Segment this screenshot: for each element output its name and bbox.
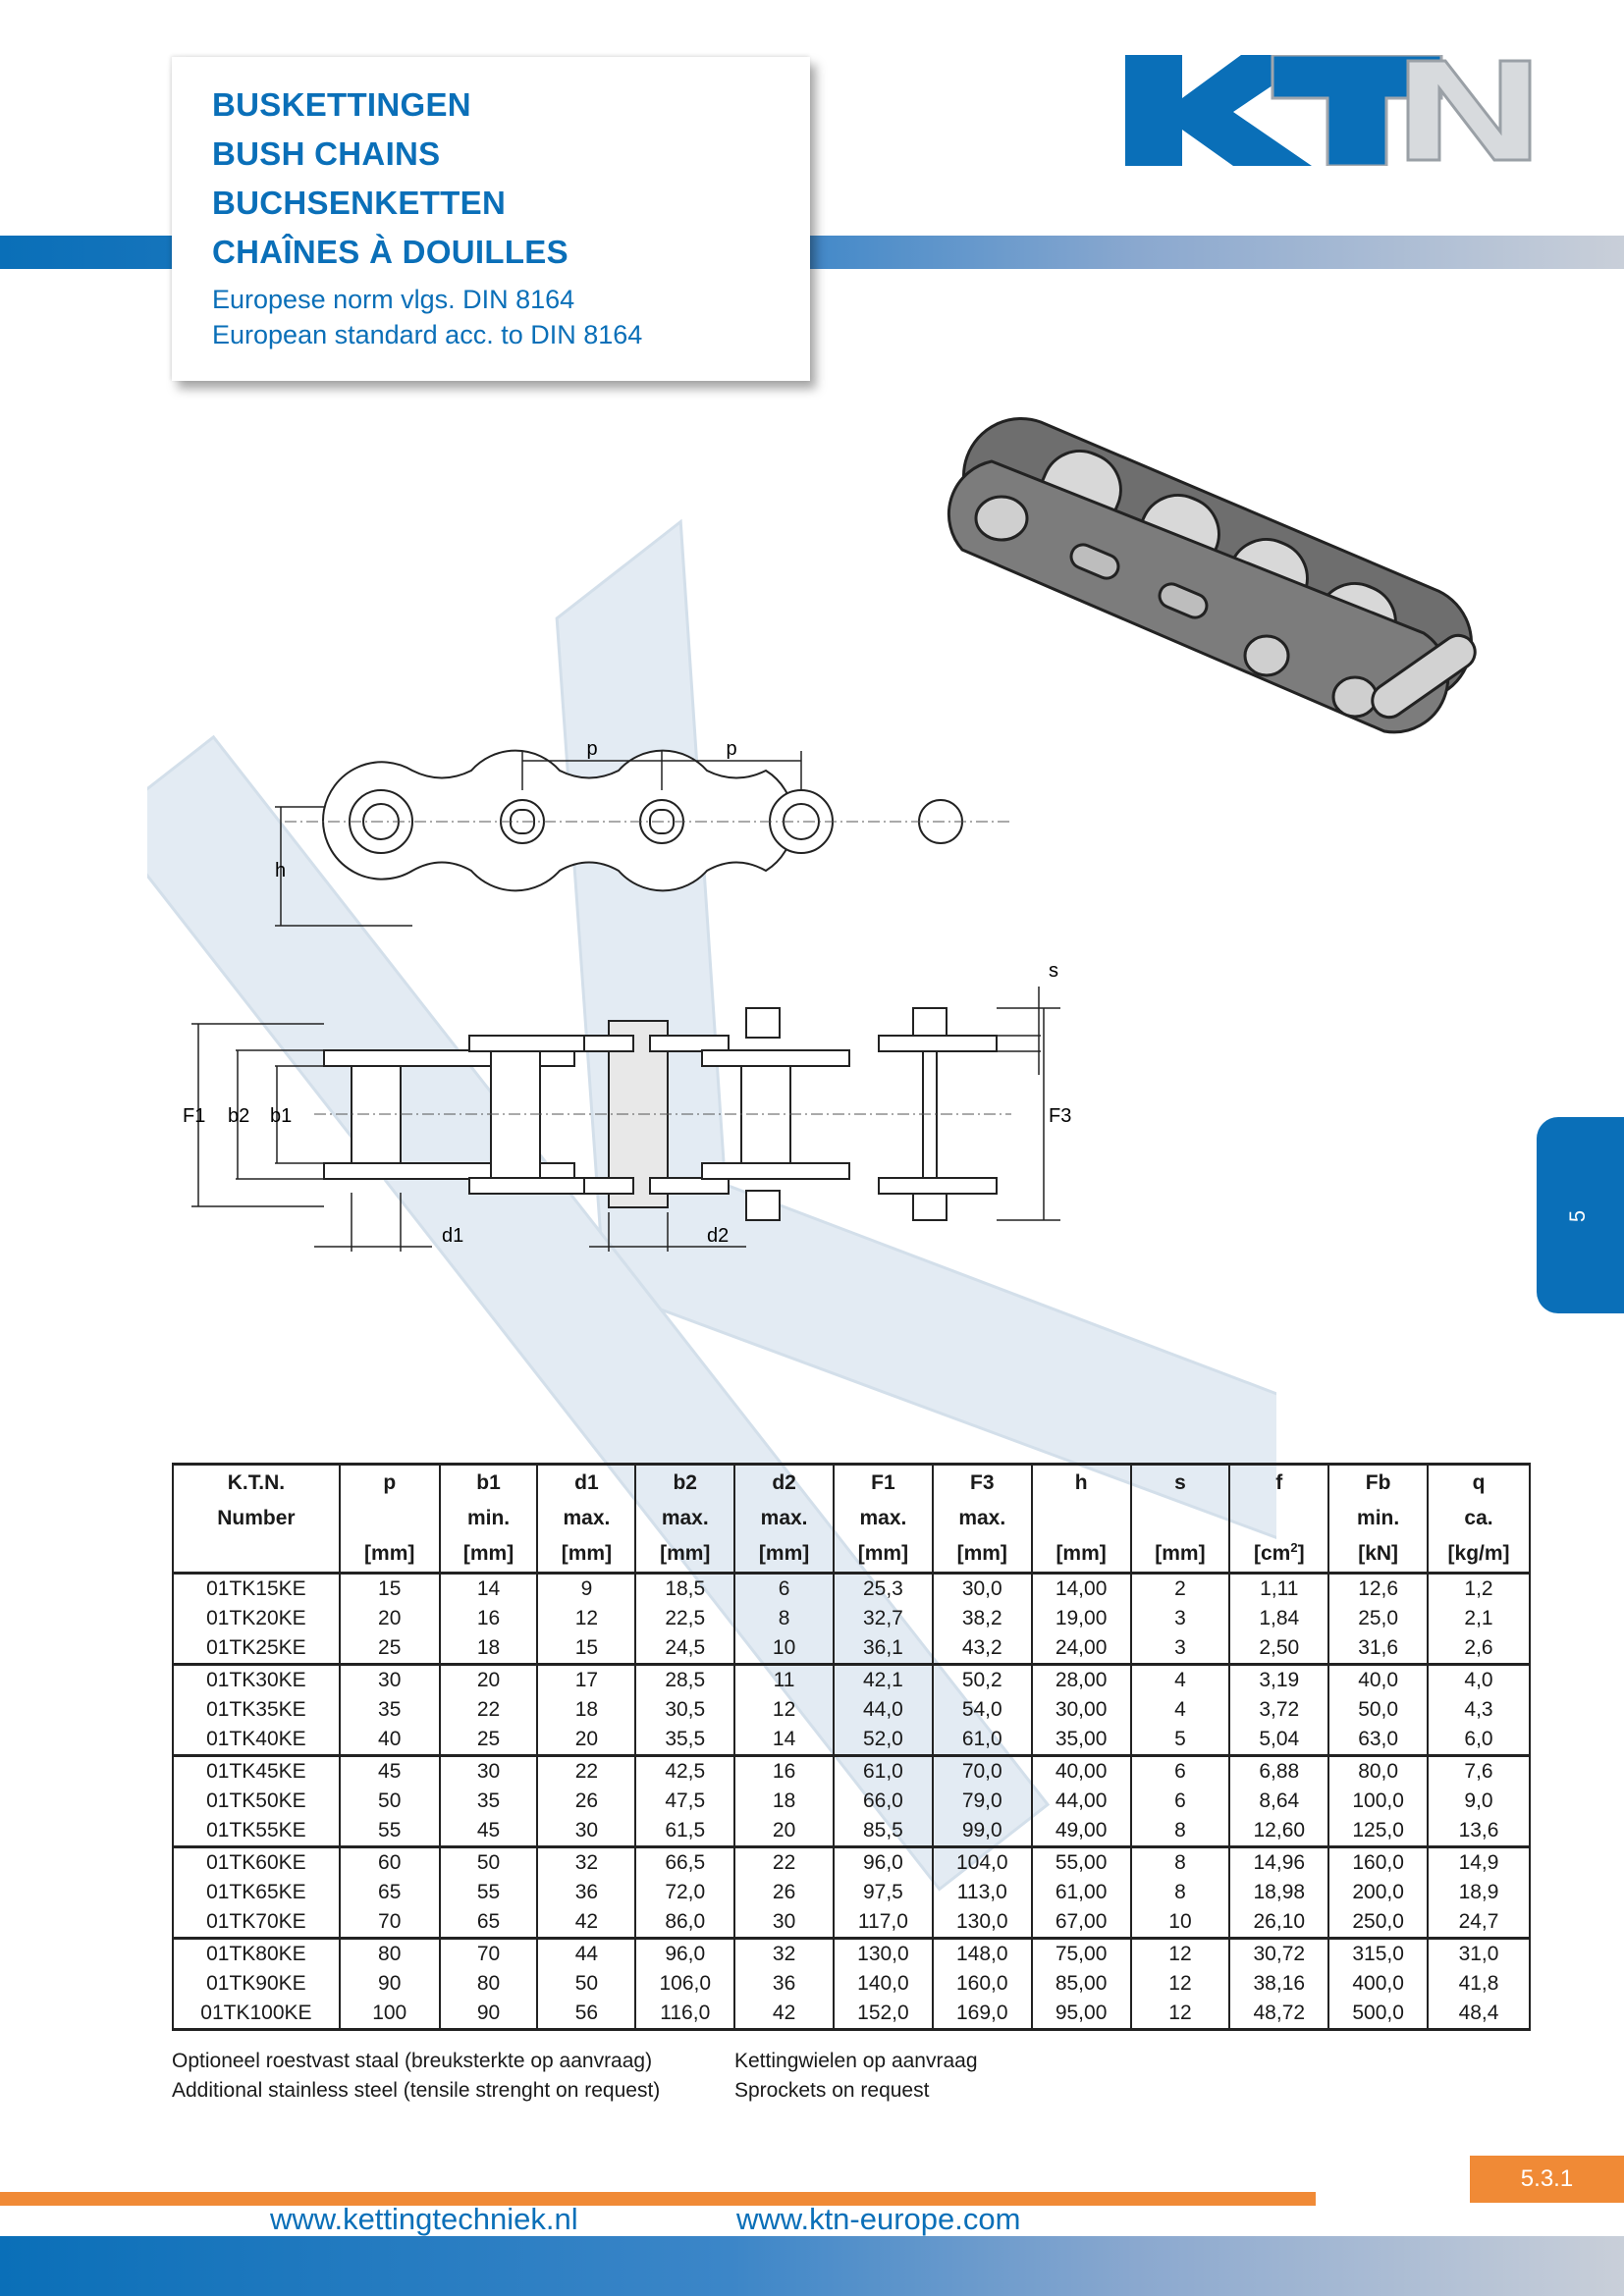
footer-blue-band bbox=[0, 2236, 1624, 2296]
header-cell bbox=[1032, 1501, 1131, 1536]
value-cell: 24,00 bbox=[1032, 1633, 1131, 1665]
value-cell: 56 bbox=[537, 1999, 635, 2030]
table-row bbox=[173, 1756, 1530, 1788]
value-cell: 80 bbox=[440, 1969, 538, 1999]
value-cell: 40,0 bbox=[1328, 1665, 1428, 1696]
value-cell: 30,5 bbox=[635, 1695, 734, 1725]
value-cell: 22,5 bbox=[635, 1604, 734, 1633]
value-cell: 32 bbox=[537, 1847, 635, 1879]
value-cell: 26 bbox=[734, 1878, 834, 1907]
value-cell: 48,4 bbox=[1428, 1999, 1530, 2030]
table-row bbox=[173, 1725, 1530, 1756]
value-cell: 66,5 bbox=[635, 1847, 734, 1879]
label-d2: d2 bbox=[707, 1225, 730, 1247]
value-cell: 14 bbox=[440, 1574, 538, 1605]
value-cell: 42 bbox=[537, 1907, 635, 1939]
value-cell: 32,7 bbox=[834, 1604, 933, 1633]
value-cell: 14,9 bbox=[1428, 1847, 1530, 1879]
value-cell: 6 bbox=[1131, 1787, 1230, 1816]
part-number-cell: 01TK20KE bbox=[173, 1604, 340, 1633]
chapter-tab-label: 5 bbox=[1565, 1209, 1590, 1223]
ktn-logo bbox=[1125, 55, 1536, 166]
value-cell: 96,0 bbox=[834, 1847, 933, 1879]
value-cell: 9,0 bbox=[1428, 1787, 1530, 1816]
label-d1: d1 bbox=[442, 1225, 464, 1247]
title-english: BUSH CHAINS bbox=[212, 135, 441, 172]
value-cell: 22 bbox=[734, 1847, 834, 1879]
part-number-cell: 01TK35KE bbox=[173, 1695, 340, 1725]
header-cell: [mm] bbox=[1032, 1536, 1131, 1574]
value-cell: 43,2 bbox=[933, 1633, 1032, 1665]
part-number-cell: 01TK55KE bbox=[173, 1816, 340, 1847]
value-cell: 50,0 bbox=[1328, 1695, 1428, 1725]
footer-orange-bar bbox=[0, 2192, 1316, 2206]
value-cell: 8 bbox=[1131, 1847, 1230, 1879]
value-cell: 85,00 bbox=[1032, 1969, 1131, 1999]
part-number-cell: 01TK90KE bbox=[173, 1969, 340, 1999]
standard-dutch: Europese norm vlgs. DIN 8164 bbox=[212, 285, 575, 314]
value-cell: 95,00 bbox=[1032, 1999, 1131, 2030]
header-cell: max. bbox=[635, 1501, 734, 1536]
part-number-cell: 01TK70KE bbox=[173, 1907, 340, 1939]
value-cell: 86,0 bbox=[635, 1907, 734, 1939]
label-F1: F1 bbox=[183, 1105, 206, 1127]
value-cell: 8 bbox=[734, 1604, 834, 1633]
value-cell: 100,0 bbox=[1328, 1787, 1428, 1816]
value-cell: 5,04 bbox=[1229, 1725, 1328, 1756]
value-cell: 28,5 bbox=[635, 1665, 734, 1696]
value-cell: 36 bbox=[734, 1969, 834, 1999]
value-cell: 2,50 bbox=[1229, 1633, 1328, 1665]
table-row bbox=[173, 1969, 1530, 1999]
value-cell: 61,0 bbox=[933, 1725, 1032, 1756]
table-row bbox=[173, 1604, 1530, 1633]
value-cell: 90 bbox=[340, 1969, 440, 1999]
value-cell: 10 bbox=[1131, 1907, 1230, 1939]
value-cell: 41,8 bbox=[1428, 1969, 1530, 1999]
value-cell: 200,0 bbox=[1328, 1878, 1428, 1907]
table-row bbox=[173, 1633, 1530, 1665]
header-cell: [mm] bbox=[340, 1536, 440, 1574]
standard-english: European standard acc. to DIN 8164 bbox=[212, 320, 643, 349]
header-row bbox=[173, 1536, 1530, 1574]
value-cell: 500,0 bbox=[1328, 1999, 1428, 2030]
header-cell: max. bbox=[933, 1501, 1032, 1536]
value-cell: 14,96 bbox=[1229, 1847, 1328, 1879]
label-F3: F3 bbox=[1049, 1105, 1072, 1127]
value-cell: 67,00 bbox=[1032, 1907, 1131, 1939]
label-b2: b2 bbox=[228, 1105, 250, 1127]
value-cell: 15 bbox=[537, 1633, 635, 1665]
header-row bbox=[173, 1465, 1530, 1502]
header-cell: q bbox=[1428, 1465, 1530, 1502]
table-row bbox=[173, 1999, 1530, 2030]
value-cell: 63,0 bbox=[1328, 1725, 1428, 1756]
value-cell: 35,00 bbox=[1032, 1725, 1131, 1756]
value-cell: 30,00 bbox=[1032, 1695, 1131, 1725]
value-cell: 20 bbox=[734, 1816, 834, 1847]
value-cell: 12 bbox=[1131, 1969, 1230, 1999]
value-cell: 50 bbox=[340, 1787, 440, 1816]
value-cell: 61,5 bbox=[635, 1816, 734, 1847]
value-cell: 12 bbox=[1131, 1999, 1230, 2030]
part-number-cell: 01TK45KE bbox=[173, 1756, 340, 1788]
value-cell: 47,5 bbox=[635, 1787, 734, 1816]
value-cell: 4,0 bbox=[1428, 1665, 1530, 1696]
value-cell: 100 bbox=[340, 1999, 440, 2030]
value-cell: 1,2 bbox=[1428, 1574, 1530, 1605]
header-cell: K.T.N. bbox=[173, 1465, 340, 1502]
header-cell bbox=[173, 1536, 340, 1574]
value-cell: 60 bbox=[340, 1847, 440, 1879]
table-row bbox=[173, 1939, 1530, 1970]
value-cell: 54,0 bbox=[933, 1695, 1032, 1725]
value-cell: 250,0 bbox=[1328, 1907, 1428, 1939]
header-cell: b1 bbox=[440, 1465, 538, 1502]
value-cell: 44 bbox=[537, 1939, 635, 1970]
value-cell: 18 bbox=[734, 1787, 834, 1816]
value-cell: 20 bbox=[340, 1604, 440, 1633]
chain-top-view-drawing bbox=[177, 957, 1119, 1271]
header-cell: p bbox=[340, 1465, 440, 1502]
value-cell: 140,0 bbox=[834, 1969, 933, 1999]
value-cell: 26,10 bbox=[1229, 1907, 1328, 1939]
header-cell: max. bbox=[537, 1501, 635, 1536]
value-cell: 36 bbox=[537, 1878, 635, 1907]
value-cell: 20 bbox=[537, 1725, 635, 1756]
part-number-cell: 01TK65KE bbox=[173, 1878, 340, 1907]
value-cell: 96,0 bbox=[635, 1939, 734, 1970]
link-kettingtechniek[interactable]: www.kettingtechniek.nl bbox=[270, 2202, 578, 2236]
value-cell: 65 bbox=[440, 1907, 538, 1939]
value-cell: 117,0 bbox=[834, 1907, 933, 1939]
header-cell: [mm] bbox=[933, 1536, 1032, 1574]
value-cell: 79,0 bbox=[933, 1787, 1032, 1816]
value-cell: 50 bbox=[537, 1969, 635, 1999]
header-cell: [mm] bbox=[635, 1536, 734, 1574]
value-cell: 106,0 bbox=[635, 1969, 734, 1999]
value-cell: 30,72 bbox=[1229, 1939, 1328, 1970]
value-cell: 104,0 bbox=[933, 1847, 1032, 1879]
note-stainless-english: Additional stainless steel (tensile strenght on request) bbox=[172, 2079, 661, 2102]
value-cell: 28,00 bbox=[1032, 1665, 1131, 1696]
value-cell: 25,0 bbox=[1328, 1604, 1428, 1633]
value-cell: 2 bbox=[1131, 1574, 1230, 1605]
value-cell: 17 bbox=[537, 1665, 635, 1696]
value-cell: 72,0 bbox=[635, 1878, 734, 1907]
part-number-cell: 01TK60KE bbox=[173, 1847, 340, 1879]
value-cell: 160,0 bbox=[933, 1969, 1032, 1999]
header-cell bbox=[1229, 1501, 1328, 1536]
header-cell: [mm] bbox=[1131, 1536, 1230, 1574]
value-cell: 97,5 bbox=[834, 1878, 933, 1907]
chain-side-view-drawing bbox=[265, 731, 1031, 942]
value-cell: 16 bbox=[734, 1756, 834, 1788]
value-cell: 35,5 bbox=[635, 1725, 734, 1756]
value-cell: 80,0 bbox=[1328, 1756, 1428, 1788]
header-cell: ca. bbox=[1428, 1501, 1530, 1536]
value-cell: 6 bbox=[1131, 1756, 1230, 1788]
note-sprockets-dutch: Kettingwielen op aanvraag bbox=[734, 2050, 978, 2072]
table-row bbox=[173, 1878, 1530, 1907]
part-number-cell: 01TK100KE bbox=[173, 1999, 340, 2030]
header-cell: Number bbox=[173, 1501, 340, 1536]
value-cell: 25,3 bbox=[834, 1574, 933, 1605]
value-cell: 14 bbox=[734, 1725, 834, 1756]
value-cell: 3,72 bbox=[1229, 1695, 1328, 1725]
value-cell: 31,6 bbox=[1328, 1633, 1428, 1665]
value-cell: 50 bbox=[440, 1847, 538, 1879]
value-cell: 61,00 bbox=[1032, 1878, 1131, 1907]
value-cell: 11 bbox=[734, 1665, 834, 1696]
value-cell: 8 bbox=[1131, 1816, 1230, 1847]
value-cell: 35 bbox=[340, 1695, 440, 1725]
value-cell: 52,0 bbox=[834, 1725, 933, 1756]
value-cell: 3 bbox=[1131, 1633, 1230, 1665]
value-cell: 152,0 bbox=[834, 1999, 933, 2030]
value-cell: 12 bbox=[537, 1604, 635, 1633]
header-cell: h bbox=[1032, 1465, 1131, 1502]
value-cell: 30 bbox=[734, 1907, 834, 1939]
header-cell bbox=[340, 1501, 440, 1536]
header-cell: [mm] bbox=[440, 1536, 538, 1574]
value-cell: 55,00 bbox=[1032, 1847, 1131, 1879]
value-cell: 1,84 bbox=[1229, 1604, 1328, 1633]
part-number-cell: 01TK40KE bbox=[173, 1725, 340, 1756]
header-cell: max. bbox=[734, 1501, 834, 1536]
header-cell: [mm] bbox=[734, 1536, 834, 1574]
table-header bbox=[173, 1465, 1530, 1574]
value-cell: 75,00 bbox=[1032, 1939, 1131, 1970]
value-cell: 35 bbox=[440, 1787, 538, 1816]
value-cell: 30 bbox=[440, 1756, 538, 1788]
header-cell: min. bbox=[1328, 1501, 1428, 1536]
value-cell: 14,00 bbox=[1032, 1574, 1131, 1605]
value-cell: 113,0 bbox=[933, 1878, 1032, 1907]
value-cell: 9 bbox=[537, 1574, 635, 1605]
value-cell: 66,0 bbox=[834, 1787, 933, 1816]
header-cell: max. bbox=[834, 1501, 933, 1536]
value-cell: 5 bbox=[1131, 1725, 1230, 1756]
value-cell: 400,0 bbox=[1328, 1969, 1428, 1999]
value-cell: 10 bbox=[734, 1633, 834, 1665]
header-row bbox=[173, 1501, 1530, 1536]
link-ktn-europe[interactable]: www.ktn-europe.com bbox=[736, 2202, 1021, 2236]
value-cell: 20 bbox=[440, 1665, 538, 1696]
chapter-tab[interactable] bbox=[1537, 1117, 1624, 1313]
title-dutch: BUSKETTINGEN bbox=[212, 86, 471, 123]
value-cell: 24,7 bbox=[1428, 1907, 1530, 1939]
unit-superscript: 2 bbox=[1290, 1540, 1298, 1555]
value-cell: 6 bbox=[734, 1574, 834, 1605]
value-cell: 19,00 bbox=[1032, 1604, 1131, 1633]
part-number-cell: 01TK50KE bbox=[173, 1787, 340, 1816]
part-number-cell: 01TK15KE bbox=[173, 1574, 340, 1605]
title-german: BUCHSENKETTEN bbox=[212, 185, 507, 221]
table-row bbox=[173, 1847, 1530, 1879]
value-cell: 160,0 bbox=[1328, 1847, 1428, 1879]
value-cell: 1,11 bbox=[1229, 1574, 1328, 1605]
value-cell: 2,6 bbox=[1428, 1633, 1530, 1665]
value-cell: 25 bbox=[440, 1725, 538, 1756]
value-cell: 25 bbox=[340, 1633, 440, 1665]
value-cell: 45 bbox=[440, 1816, 538, 1847]
value-cell: 42 bbox=[734, 1999, 834, 2030]
value-cell: 38,2 bbox=[933, 1604, 1032, 1633]
value-cell: 4 bbox=[1131, 1695, 1230, 1725]
title-box bbox=[172, 57, 810, 381]
value-cell: 30 bbox=[537, 1816, 635, 1847]
spec-table bbox=[172, 1463, 1531, 2031]
value-cell: 31,0 bbox=[1428, 1939, 1530, 1970]
value-cell: 12,60 bbox=[1229, 1816, 1328, 1847]
table-row bbox=[173, 1816, 1530, 1847]
value-cell: 99,0 bbox=[933, 1816, 1032, 1847]
value-cell: 22 bbox=[440, 1695, 538, 1725]
header-cell: d2 bbox=[734, 1465, 834, 1502]
value-cell: 42,5 bbox=[635, 1756, 734, 1788]
value-cell: 44,0 bbox=[834, 1695, 933, 1725]
header-cell: s bbox=[1131, 1465, 1230, 1502]
value-cell: 70 bbox=[440, 1939, 538, 1970]
table-row bbox=[173, 1574, 1530, 1605]
header-cell: F1 bbox=[834, 1465, 933, 1502]
value-cell: 44,00 bbox=[1032, 1787, 1131, 1816]
header-cell: [mm] bbox=[834, 1536, 933, 1574]
note-sprockets-english: Sprockets on request bbox=[734, 2079, 930, 2102]
value-cell: 125,0 bbox=[1328, 1816, 1428, 1847]
value-cell: 18 bbox=[537, 1695, 635, 1725]
page-number: 5.3.1 bbox=[1470, 2156, 1624, 2203]
label-h: h bbox=[275, 860, 287, 881]
header-cell: F3 bbox=[933, 1465, 1032, 1502]
part-number-cell: 01TK25KE bbox=[173, 1633, 340, 1665]
value-cell: 30,0 bbox=[933, 1574, 1032, 1605]
value-cell: 116,0 bbox=[635, 1999, 734, 2030]
table-body bbox=[173, 1574, 1530, 2030]
value-cell: 18,9 bbox=[1428, 1878, 1530, 1907]
value-cell: 61,0 bbox=[834, 1756, 933, 1788]
value-cell: 8,64 bbox=[1229, 1787, 1328, 1816]
value-cell: 40 bbox=[340, 1725, 440, 1756]
value-cell: 50,2 bbox=[933, 1665, 1032, 1696]
header-cell: min. bbox=[440, 1501, 538, 1536]
value-cell: 55 bbox=[440, 1878, 538, 1907]
table-row bbox=[173, 1665, 1530, 1696]
value-cell: 36,1 bbox=[834, 1633, 933, 1665]
value-cell: 55 bbox=[340, 1816, 440, 1847]
label-p-1: p bbox=[586, 738, 598, 760]
value-cell: 49,00 bbox=[1032, 1816, 1131, 1847]
value-cell: 130,0 bbox=[933, 1907, 1032, 1939]
header-cell: $[cm^2]$ bbox=[1229, 1536, 1328, 1574]
value-cell: 24,5 bbox=[635, 1633, 734, 1665]
title-french: CHAÎNES À DOUILLES bbox=[212, 234, 568, 270]
value-cell: 4 bbox=[1131, 1665, 1230, 1696]
label-b1: b1 bbox=[270, 1105, 293, 1127]
value-cell: 85,5 bbox=[834, 1816, 933, 1847]
value-cell: 30 bbox=[340, 1665, 440, 1696]
value-cell: 15 bbox=[340, 1574, 440, 1605]
value-cell: 13,6 bbox=[1428, 1816, 1530, 1847]
value-cell: 18 bbox=[440, 1633, 538, 1665]
label-s: s bbox=[1049, 960, 1058, 982]
value-cell: 315,0 bbox=[1328, 1939, 1428, 1970]
value-cell: 90 bbox=[440, 1999, 538, 2030]
value-cell: 48,72 bbox=[1229, 1999, 1328, 2030]
label-p-2: p bbox=[726, 738, 737, 760]
value-cell: 65 bbox=[340, 1878, 440, 1907]
value-cell: 3 bbox=[1131, 1604, 1230, 1633]
value-cell: 12 bbox=[1131, 1939, 1230, 1970]
table-row bbox=[173, 1907, 1530, 1939]
value-cell: 12 bbox=[734, 1695, 834, 1725]
value-cell: 80 bbox=[340, 1939, 440, 1970]
value-cell: 7,6 bbox=[1428, 1756, 1530, 1788]
value-cell: 70,0 bbox=[933, 1756, 1032, 1788]
table-row bbox=[173, 1787, 1530, 1816]
value-cell: 70 bbox=[340, 1907, 440, 1939]
header-cell: f bbox=[1229, 1465, 1328, 1502]
value-cell: 8 bbox=[1131, 1878, 1230, 1907]
header-cell: d1 bbox=[537, 1465, 635, 1502]
value-cell: 12,6 bbox=[1328, 1574, 1428, 1605]
value-cell: 6,0 bbox=[1428, 1725, 1530, 1756]
header-cell: [kN] bbox=[1328, 1536, 1428, 1574]
value-cell: 22 bbox=[537, 1756, 635, 1788]
value-cell: 40,00 bbox=[1032, 1756, 1131, 1788]
header-cell: [kg/m] bbox=[1428, 1536, 1530, 1574]
value-cell: 169,0 bbox=[933, 1999, 1032, 2030]
value-cell: 26 bbox=[537, 1787, 635, 1816]
value-cell: 2,1 bbox=[1428, 1604, 1530, 1633]
part-number-cell: 01TK30KE bbox=[173, 1665, 340, 1696]
value-cell: 18,98 bbox=[1229, 1878, 1328, 1907]
value-cell: 3,19 bbox=[1229, 1665, 1328, 1696]
header-cell: [mm] bbox=[537, 1536, 635, 1574]
value-cell: 148,0 bbox=[933, 1939, 1032, 1970]
value-cell: 18,5 bbox=[635, 1574, 734, 1605]
value-cell: 130,0 bbox=[834, 1939, 933, 1970]
value-cell: 42,1 bbox=[834, 1665, 933, 1696]
part-number-cell: 01TK80KE bbox=[173, 1939, 340, 1970]
value-cell: 16 bbox=[440, 1604, 538, 1633]
note-stainless-dutch: Optioneel roestvast staal (breuksterkte op aanvraag) bbox=[172, 2050, 653, 2072]
header-cell bbox=[1131, 1501, 1230, 1536]
header-cell: b2 bbox=[635, 1465, 734, 1502]
value-cell: 45 bbox=[340, 1756, 440, 1788]
value-cell: 6,88 bbox=[1229, 1756, 1328, 1788]
table-row bbox=[173, 1695, 1530, 1725]
header-cell: Fb bbox=[1328, 1465, 1428, 1502]
value-cell: 32 bbox=[734, 1939, 834, 1970]
value-cell: 38,16 bbox=[1229, 1969, 1328, 1999]
value-cell: 4,3 bbox=[1428, 1695, 1530, 1725]
